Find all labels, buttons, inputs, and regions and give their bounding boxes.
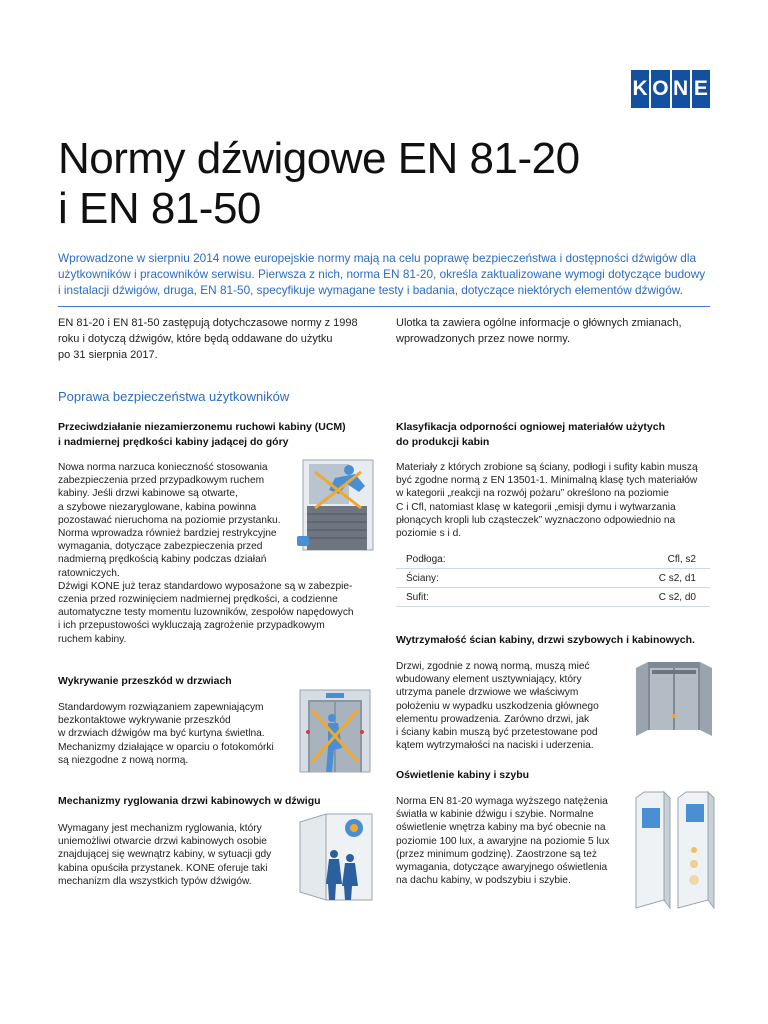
text-line: Norma wprowadza również bardziej restrykcyjne: [58, 528, 277, 540]
door-lock-illustration: [296, 812, 376, 902]
ucm-heading: [58, 420, 378, 449]
fire-text: [396, 461, 716, 540]
text-line: kabina opuściła przystanek. KONE oferuje taki: [58, 862, 268, 874]
text-line: światła w kabinie dźwigu i szybie. Normalne: [396, 809, 594, 821]
lead-line: Ulotka ta zawiera ogólne informacje o głównych zmianach,: [396, 317, 682, 329]
lead-right: [396, 315, 716, 347]
text-line: i ich przepustowości wykluczają zagrożenie przypadkowym: [58, 620, 325, 632]
logo-letter: K: [631, 70, 649, 108]
divider: [58, 306, 710, 307]
row-label: Podłoga:: [406, 553, 446, 565]
text-line: w kategorii „reakcji na rozwój pożaru” określono na poziomie: [396, 488, 669, 500]
text-line: poziomie s i d.: [396, 528, 462, 540]
title-line-2: i EN 81-50: [58, 184, 261, 233]
heading-line: Klasyfikacja odporności ogniowej materiałów użytych: [396, 421, 665, 433]
intro-paragraph: [58, 250, 718, 298]
locking-heading: Mechanizmy ryglowania drzwi kabinowych w dźwigu: [58, 795, 321, 807]
lighting-text: [396, 795, 626, 887]
section-title: Poprawa bezpieczeństwa użytkowników: [58, 389, 290, 404]
text-line: automatyczne testy momentu luzowników, zespołów napędowych: [58, 607, 354, 619]
row-label: Ściany:: [406, 572, 439, 584]
text-line: zabezpieczenia przed przypadkowym ruchem: [58, 475, 265, 487]
text-line: wbudowany element usztywniający, który: [396, 674, 582, 686]
row-value: C s2, d0: [658, 591, 696, 603]
logo-letter: N: [672, 70, 690, 108]
text-line: w drzwiach dźwigów ma być kurtyna świetlna.: [58, 728, 265, 740]
text-line: utrzyma panele drzwiowe we właściwym: [396, 687, 579, 699]
walls-text: [396, 660, 626, 752]
text-line: Nowa norma narzuca konieczność stosowania: [58, 462, 268, 473]
text-line: a szybowe niezaryglowane, kabina powinna: [58, 501, 257, 513]
text-line: Materiały z których zrobione są ściany, podłogi i sufity kabin muszą: [396, 462, 698, 473]
text-line: (przez minimum godzinę). Zaostrzone są też: [396, 848, 597, 860]
text-line: znajdującej się wewnątrz kabiny, w sytuacji gdy: [58, 849, 272, 861]
text-line: położeniu w wypadku uszkodzenia głównego: [396, 700, 599, 712]
row-label: Sufit:: [406, 591, 429, 603]
text-line: elementu prowadzenia. Zarówno drzwi, jak: [396, 713, 590, 725]
page-title: [58, 134, 718, 234]
text-line: C i Cfl, natomiast klasę w kategorii „emisji dymu i wytwarzania: [396, 501, 676, 513]
text-line: i ściany kabin muszą być przetestowane pod: [396, 727, 598, 739]
ucm-illustration: [295, 456, 377, 554]
fire-class-table: [396, 550, 710, 607]
table-row: [396, 550, 710, 569]
text-line: Norma EN 81-20 wymaga wyższego natężenia: [396, 796, 608, 807]
intro-line: użytkowników i pracowników serwisu. Pierwsza z nich, norma EN 81-20, określa zaktualizowane wymogi dotyczące budowy: [58, 267, 706, 281]
text-line: kabiny. Jeśli drzwi kabinowe są otwarte,: [58, 488, 238, 500]
text-line: Dźwigi KONE już teraz standardowo wyposażone są w zabezpie-: [58, 580, 353, 592]
text-line: oświetlenie wnętrza kabiny ma być obecnie na: [396, 822, 606, 834]
kone-logo: [631, 70, 710, 108]
text-line: czenia przed rozwinięciem nadmiernej prędkości, a codzienne: [58, 594, 338, 606]
doors-text: [58, 701, 298, 767]
text-line: uniemożliwi otwarcie drzwi kabinowych osobie: [58, 836, 267, 848]
intro-line: i instalacji dźwigów, druga, EN 81-50, specyfikuje wymagane testy i badania, dotyczące niektórych elementów dźwigów.: [58, 283, 683, 297]
text-line: wymagania, dotyczące awaryjnego oświetlenia: [396, 862, 608, 874]
intro-line: Wprowadzone w sierpniu 2014 nowe europejskie normy mają na celu poprawę bezpieczeństwa i dostępności dźwigów dla: [58, 251, 697, 265]
fire-heading: [396, 420, 716, 449]
walls-heading: Wytrzymałość ścian kabiny, drzwi szybowych i kabinowych.: [396, 634, 695, 646]
cabin-walls-illustration: [634, 660, 714, 736]
text-line: Drzwi, zgodnie z nową normą, muszą mieć: [396, 661, 590, 672]
heading-line: i nadmiernej prędkości kabiny jadącej do góry: [58, 435, 289, 448]
text-line: Mechanizmy działające w oparciu o fotokomórki: [58, 741, 274, 753]
doors-heading: Wykrywanie przeszkód w drzwiach: [58, 675, 232, 687]
table-row: [396, 588, 710, 607]
lead-line: EN 81-20 i EN 81-50 zastępują dotychczasowe normy z 1998: [58, 317, 358, 329]
locking-text: [58, 822, 298, 888]
text-line: ruchem kabiny.: [58, 633, 127, 645]
text-line: kątem wytrzymałości na naciski i uderzenia.: [396, 740, 594, 752]
lighting-heading: Oświetlenie kabiny i szybu: [396, 769, 530, 781]
text-line: pozostawać nieruchoma na poziomie przystanku.: [58, 514, 281, 526]
text-line: bezkontaktowe wykrywanie przeszkód: [58, 715, 231, 727]
lead-line: roku i dotyczą dźwigów, które będą oddawane do użytku: [58, 333, 333, 345]
door-sensor-illustration: [298, 688, 372, 774]
text-line: Standardowym rozwiązaniem zapewniającym: [58, 702, 264, 713]
lighting-illustration: [632, 790, 716, 910]
logo-letter: E: [692, 70, 710, 108]
title-line-1: Normy dźwigowe EN 81-20: [58, 134, 580, 183]
row-value: C s2, d1: [658, 572, 696, 584]
text-line: na dachu kabiny, w podszybiu i szybie.: [396, 875, 571, 887]
text-line: nadmierną prędkością kabiny podczas działań: [58, 554, 267, 566]
heading-line: Przeciwdziałanie niezamierzonemu ruchowi kabiny (UCM): [58, 421, 346, 433]
logo-letter: O: [651, 70, 669, 108]
text-line: ratowniczych.: [58, 567, 120, 579]
table-row: [396, 569, 710, 588]
lead-line: wprowadzonych przez nowe normy.: [396, 333, 571, 345]
lead-left: [58, 315, 378, 363]
text-line: Wymagany jest mechanizm ryglowania, który: [58, 823, 262, 834]
heading-line: do produkcji kabin: [396, 435, 490, 448]
text-line: są niezgodne z nową normą.: [58, 754, 189, 766]
text-line: wymagania, dotyczące zabezpieczenia przed: [58, 541, 263, 553]
text-line: płonących kropli lub cząsteczek” wyznaczono odpowiednio na: [396, 514, 676, 526]
text-line: mechanizm dla wszystkich typów dźwigów.: [58, 875, 252, 887]
text-line: poziomie 100 lux, a awaryjne na poziomie 5 lux: [396, 835, 610, 847]
lead-line: po 31 sierpnia 2017.: [58, 349, 158, 361]
row-value: Cfl, s2: [667, 553, 696, 565]
text-line: być zgodne normą z EN 13501-1. Minimalną klasę tych materiałów: [396, 475, 698, 487]
